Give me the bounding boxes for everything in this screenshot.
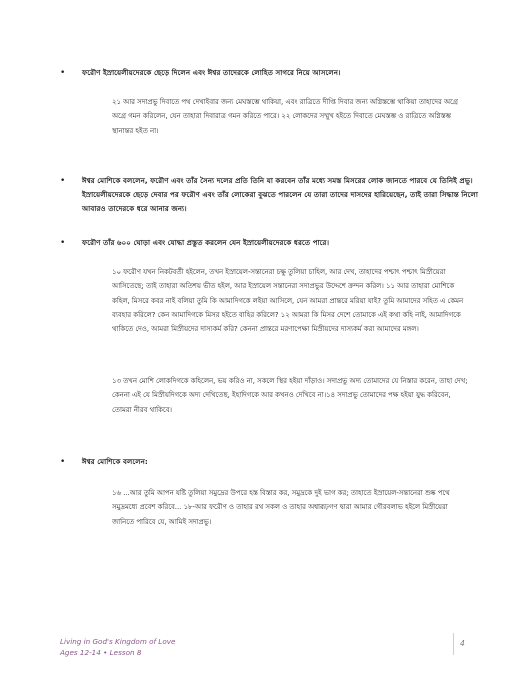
bullet-item bbox=[60, 66, 492, 80]
bullet-text: ফরৌণ ইস্রায়েলীয়দেরকে ছেড়ে দিলেন এবং ঈশ্বর তাদেরকে লোহিত সাগরে নিয়ে আসলেন। bbox=[82, 68, 341, 77]
bullet-text: ঈশ্বর মোশিকে বললেন: bbox=[82, 457, 148, 466]
scripture-paragraph: ২১ আর সদাপ্রভু দিবাতে পথ দেখাইবার জন্য মেঘস্তম্ভে থাকিয়া, এবং রাত্রিতে দীপ্তি দিবার জন্য অগ্নিস্তম্ভে থাকিয়া তাহাদের অগ্রে অগ্রে গমন করিলেন, যেন তাহারা দিবারাত্র গমন করিতে পারে। ২২ লোকদের সম্মুখ হইতে দিবাতে মেঘস্তম্ভ ও রাত্রিতে অগ্নিস্তম্ভ স্থানান্তর হইত না। bbox=[112, 98, 458, 135]
footer-separator: • bbox=[103, 647, 108, 657]
footer-meta bbox=[60, 648, 175, 659]
footer-divider bbox=[453, 633, 454, 655]
bullet-text: ফরৌণ তাঁর ৬০০ ঘোড়া এবং যোদ্ধা প্রস্তুত করলেন যেন ইস্রায়েলীয়দেরকে ধরতে পারে। bbox=[82, 238, 330, 247]
bullet-item bbox=[60, 174, 492, 216]
bullet-dot: • bbox=[60, 68, 66, 78]
scripture-paragraph: ১৬ ...আর তুমি আপন যষ্টি তুলিয়া সমুদ্রের উপরে হস্ত বিস্তার কর, সমুদ্রকে দুই ভাগ কর; তাহাতে ইস্রায়েল-সন্তানেরা শুষ্ক পথে সমুদ্রমধ্যে প্রবেশ করিবে... ১৮-আর ফরৌণ ও তাহার রথ সকল ও তাহার অশ্বারূঢ়গণ দ্বারা আমার গৌরবলাভ হইলে মিস্রীয়েরা জানিতে পারিবে যে, আমিই সদাপ্রভু। bbox=[112, 489, 450, 526]
footer bbox=[60, 637, 175, 658]
scripture-paragraph: ১০ ফরৌণ যখন নিকটবর্তী হইলেন, তখন ইস্রায়েল-সন্তানেরা চক্ষু তুলিয়া চাহিল, আর দেখ, তাহাদের পশ্চাৎ পশ্চাৎ মিস্রীয়েরা আসিতেছে; তাই তাহারা অতিশয় ভীত হইল, আর ইস্রায়েল সন্তানেরা সদাপ্রভুর উদ্দেশে ক্রন্দন করিল। ১১ আর তাহারা মোশিকে কহিল, মিসরে কবর নাই বলিয়া তুমি কি আমাদিগকে লইয়া আসিলে, যেন আমরা প্রান্তরে মরিয়া যাই? তুমি আমাদের সহিত এ কেমন ব্যবহার করিলে? কেন আমাদিগকে মিসর হইতে বাহির করিলে? ১২ আমরা কি মিসর দেশে তোমাকে এই কথা কহি নাই, আমাদিগকে থাকিতে দেও, আমরা মিস্রীয়দের দাস্যকর্ম করি? কেননা প্রান্তরে মরণাপেক্ষা মিস্রীয়দের দাস্যকর্ম করা আমাদের মঙ্গল। bbox=[112, 268, 464, 334]
bullet-item bbox=[60, 455, 492, 469]
footer-course-title: Living in God's Kingdom of Love bbox=[60, 637, 176, 646]
bullet-dot: • bbox=[60, 457, 66, 467]
bullet-item bbox=[60, 236, 492, 250]
bullet-dot: • bbox=[60, 176, 66, 186]
scripture-paragraph: ১৩ তখন মোশি লোকদিগকে কহিলেন, ভয় করিও না, সকলে স্থির হইয়া দাঁড়াও। সদাপ্রভু অদ্য তোমাদের যে নিস্তার করেন, তাহা দেখ; কেননা এই যে মিস্রীয়দিগকে অদ্য দেখিতেছ, ইহাদিগকে আর কখনও দেখিবে না।১৪ সদাপ্রভু তোমাদের পক্ষ হইয়া যুদ্ধ করিবেন, তোমরা নীরব থাকিবে। bbox=[112, 377, 468, 414]
bullet-dot: • bbox=[60, 238, 66, 248]
footer-lesson: Lesson 8 bbox=[109, 647, 142, 657]
page-number: 4 bbox=[460, 639, 465, 648]
footer-ages: Ages 12-14 bbox=[60, 647, 101, 657]
bullet-text: ঈশ্বর মোশিকে বললেন, ফরৌণ এবং তাঁর সৈন্য দলের প্রতি তিনি যা করবেন তাঁর মধ্যে সমস্ত মিসরের লোক জানতে পারবে যে তিনিই প্রভু। ইস্রায়েলীয়দেরকে ছেড়ে দেবার পর ফরৌণ এবং তাঁর লোকেরা বুঝতে পারলেন যে তারা তাদের দাসদের হারিয়েছেন, তাই তারা সিদ্ধান্ত নিলো আবারও তাদেরকে ধরে আনার জন্য। bbox=[82, 176, 478, 213]
